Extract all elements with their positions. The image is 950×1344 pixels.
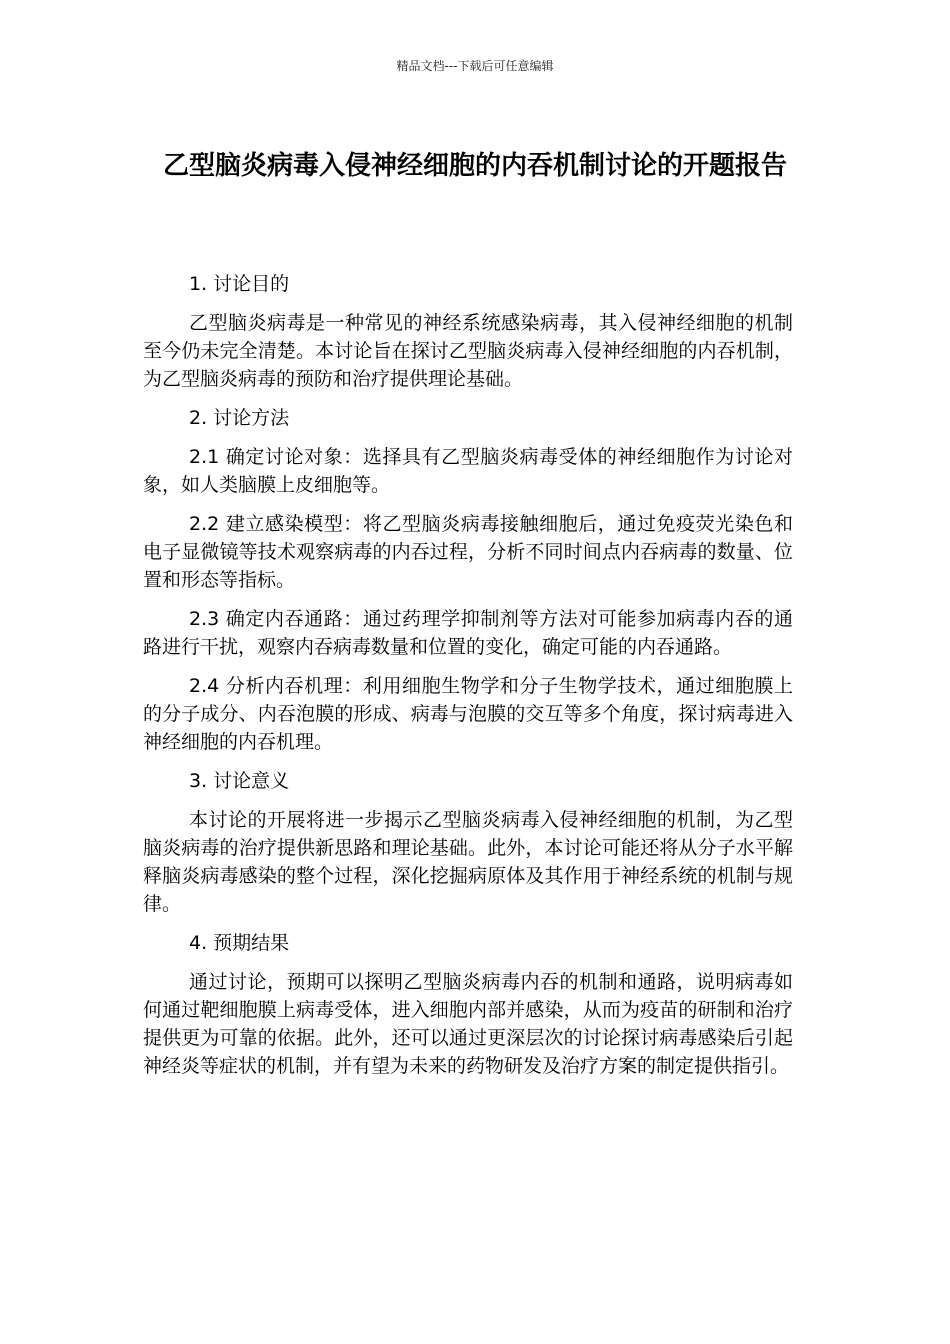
- header-note: 精品文档---下载后可任意编辑: [396, 59, 554, 73]
- document-title: 乙型脑炎病毒入侵神经细胞的内吞机制讨论的开题报告: [162, 151, 787, 181]
- paragraph-method-2-4: 2.4 分析内吞机理：利用细胞生物学和分子生物学技术，通过细胞膜上的分子成分、内吞泡膜的形成、病毒与泡膜的交互等多个角度，探讨病毒进入神经细胞的内吞机理。: [143, 675, 793, 753]
- paragraph-method-2-3: 2.3 确定内吞通路：通过药理学抑制剂等方法对可能参加病毒内吞的通路进行干扰，观察内吞病毒数量和位置的变化，确定可能的内吞通路。: [143, 608, 793, 658]
- paragraph-purpose: 乙型脑炎病毒是一种常见的神经系统感染病毒，其入侵神经细胞的机制至今仍未完全清楚。本讨论旨在探讨乙型脑炎病毒入侵神经细胞的内吞机制，为乙型脑炎病毒的预防和治疗提供理论基础。: [143, 312, 793, 390]
- paragraph-method-2-1: 2.1 确定讨论对象：选择具有乙型脑炎病毒受体的神经细胞作为讨论对象，如人类脑膜上皮细胞等。: [143, 446, 793, 496]
- paragraph-method-2-2: 2.2 建立感染模型：将乙型脑炎病毒接触细胞后，通过免疫荧光染色和电子显微镜等技术观察病毒的内吞过程，分析不同时间点内吞病毒的数量、位置和形态等指标。: [143, 513, 793, 591]
- paragraph-expected-results: 通过讨论，预期可以探明乙型脑炎病毒内吞的机制和通路，说明病毒如何通过靶细胞膜上病毒受体，进入细胞内部并感染，从而为疫苗的研制和治疗提供更为可靠的依据。此外，还可以通过更深层次的讨论探讨病毒感染后引起神经炎等症状的机制，并有望为未来的药物研发及治疗方案的制定提供指引。: [143, 971, 793, 1077]
- paragraph-significance: 本讨论的开展将进一步揭示乙型脑炎病毒入侵神经细胞的机制，为乙型脑炎病毒的治疗提供新思路和理论基础。此外，本讨论可能还将从分子水平解释脑炎病毒感染的整个过程，深化挖掘病原体及其作用于神经系统的机制与规律。: [143, 809, 793, 915]
- section-heading-expected-results: 4. 预期结果: [189, 932, 290, 954]
- document-body: [143, 270, 793, 1091]
- section-heading-method: 2. 讨论方法: [189, 407, 290, 429]
- section-heading-purpose: 1. 讨论目的: [189, 273, 290, 295]
- section-heading-significance: 3. 讨论意义: [189, 770, 290, 792]
